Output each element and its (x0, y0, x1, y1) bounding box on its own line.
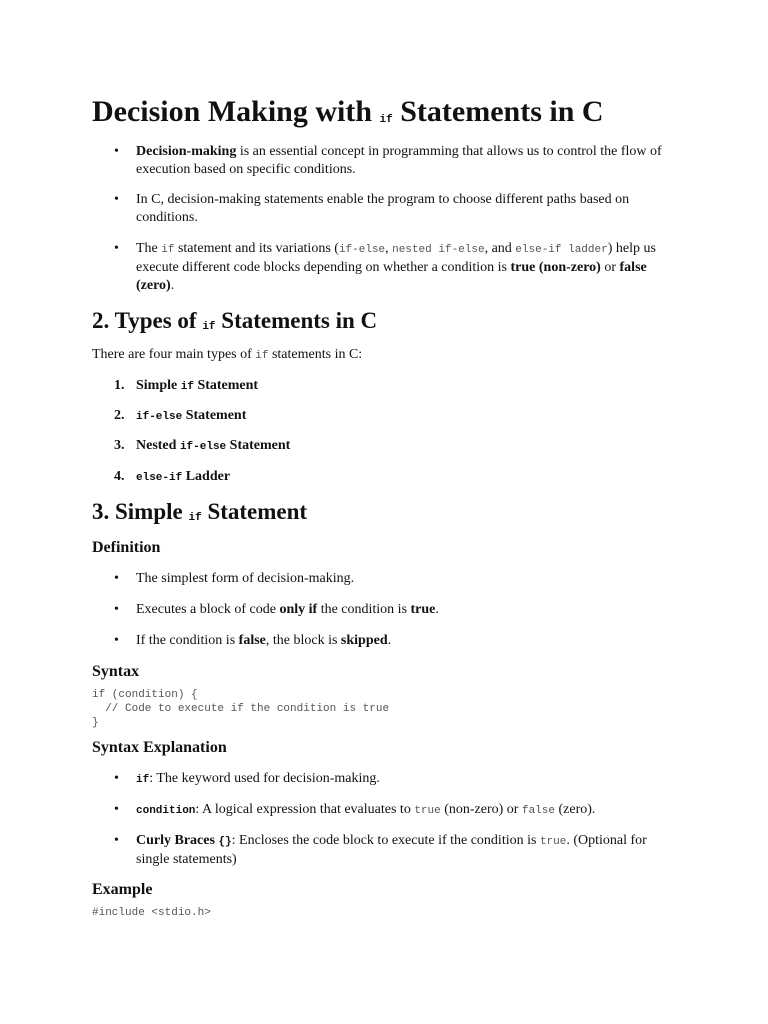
intro-bullet-2: • In C, decision-making statements enable the program to choose different paths based on conditions. (136, 191, 681, 227)
syntax-code-block: if (condition) { // Code to execute if the condition is true } (92, 689, 390, 729)
explanation-bullet-2: • condition: A logical expression that evaluates to true (non-zero) or false (zero). (136, 801, 681, 820)
types-list-item-1: 1. Simple if Statement (114, 378, 259, 393)
title-code: if (379, 114, 393, 126)
definition-heading: Definition (92, 539, 161, 556)
example-heading: Example (92, 881, 153, 898)
explanation-bullet-1: • if: The keyword used for decision-making. (136, 770, 681, 789)
types-list-item-4: 4. else-if Ladder (114, 469, 231, 484)
types-list-item-2: 2. if-else Statement (114, 408, 247, 423)
definition-bullet-3: • If the condition is false, the block is skipped. (136, 632, 681, 650)
example-code-block: #include <stdio.h> (92, 907, 211, 919)
section-2-intro: There are four main types of if statements in C: (92, 347, 363, 362)
intro-bullet-1: • Decision-making is an essential concept in programming that allows us to control the flow of execution based on specific conditions. (136, 143, 681, 179)
section-2-heading: 2. Types of if Statements in C (92, 308, 378, 333)
intro-bullet-3: • The if statement and its variations (if-else, nested if-else, and else-if ladder) help us execute different code blocks depending on whether a condition is true (non-zero) or false (zero). (136, 240, 681, 295)
syntax-heading: Syntax (92, 663, 140, 680)
definition-bullet-1: • The simplest form of decision-making. (136, 570, 681, 588)
types-list-item-3: 3. Nested if-else Statement (114, 438, 291, 453)
page-title: Decision Making with if Statements in C (92, 95, 604, 128)
section-3-heading: 3. Simple if Statement (92, 499, 308, 524)
syntax-explanation-heading: Syntax Explanation (92, 739, 227, 756)
definition-bullet-2: • Executes a block of code only if the condition is true. (136, 601, 681, 619)
explanation-bullet-3: • Curly Braces {}: Encloses the code block to execute if the condition is true. (Optional for single statements) (136, 832, 681, 869)
